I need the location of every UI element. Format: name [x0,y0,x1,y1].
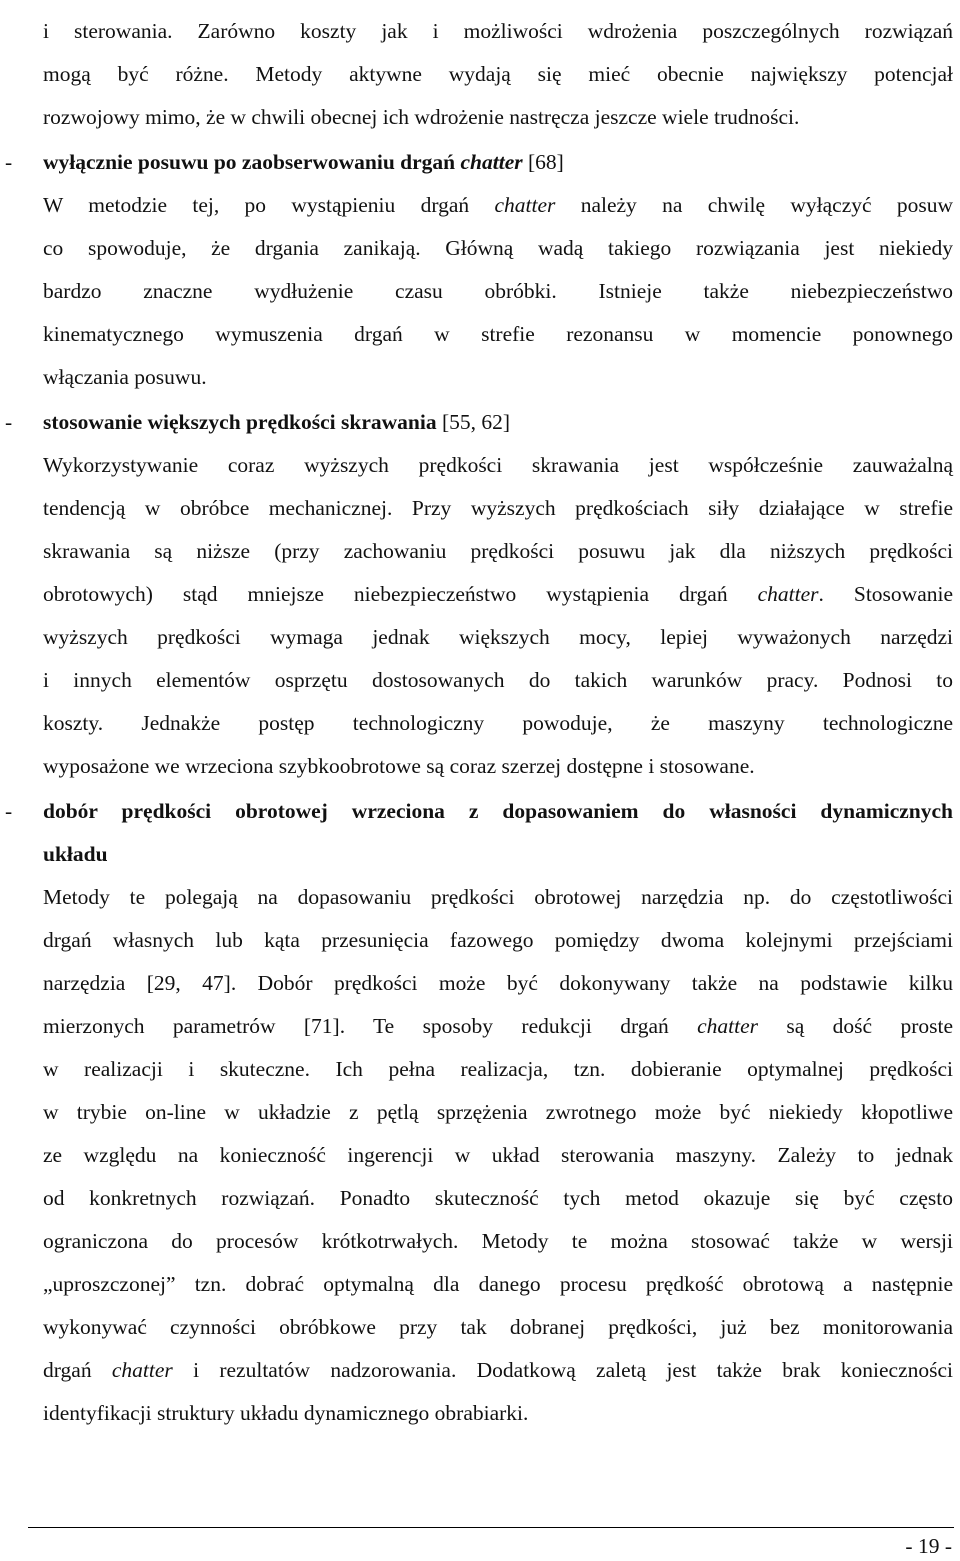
section-3-line-11: wykonywać czynności obróbkowe przy tak dobranej prędkości, już bez monitorowania [43,1315,953,1339]
section-3-heading-line-2: układu [43,842,108,866]
section-3-line-5: w realizacji i skuteczne. Ich pełna realizacja, tzn. dobieranie optymalnej prędkości [43,1057,953,1081]
section-1-heading-ref: [68] [522,150,564,174]
section-2-line-5: wyższych prędkości wymaga jednak większych mocy, lepiej wyważonych narzędzi [43,625,953,649]
page-number: - 19 - [905,1534,952,1558]
section-3-line-6: w trybie on-line w układzie z pętlą sprzężenia zwrotnego może być niekiedy kłopotliwe [43,1100,953,1124]
section-1-line-1 [43,190,953,220]
section-2-line-4 [43,579,953,609]
section-1-line-1-a: W metodzie tej, po wystąpieniu drgań [43,193,495,217]
section-1-line-4: kinematycznego wymuszenia drgań w strefie rezonansu w momencie ponownego [43,322,953,346]
section-3-heading-line-1: dobór prędkości obrotowej wrzeciona z dopasowaniem do własności dynamicznych [43,799,953,823]
section-3-line-4-b: są dość proste [758,1014,953,1038]
section-3-line-12-a: drgań [43,1358,112,1382]
section-1-heading-italic: chatter [460,150,523,174]
section-1-line-1-b: należy na chwilę wyłączyć posuw [555,193,953,217]
section-3-line-9: ograniczona do procesów krótkotrwałych. Metody te można stosować także w wersji [43,1229,953,1253]
section-2-line-6: i innych elementów osprzętu dostosowanych do takich warunków pracy. Podnosi to [43,668,953,692]
section-3-line-4 [43,1011,953,1041]
section-2-line-7: koszty. Jednakże postęp technologiczny powoduje, że maszyny technologiczne [43,711,953,735]
section-2-heading-ref: [55, 62] [436,410,511,434]
section-3-line-12 [43,1355,953,1385]
section-2-line-4-italic: chatter [757,582,819,606]
intro-line-2: mogą być różne. Metody aktywne wydają się mieć obecnie największy potencjał [43,62,953,86]
section-3-line-7: ze względu na konieczność ingerencji w układ sterowania maszyny. Zależy to jednak [43,1143,953,1167]
section-2-line-4-a: obrotowych) stąd mniejsze niebezpieczeństwo wystąpienia drgań [43,582,758,606]
section-2-line-4-b: . Stosowanie [818,582,953,606]
section-3-line-4-a: mierzonych parametrów [71]. Te sposoby redukcji drgań [43,1014,698,1038]
section-2-heading [43,407,953,437]
section-3-line-3: narzędzia [29, 47]. Dobór prędkości może być dokonywany także na podstawie kilku [43,971,953,995]
section-3-line-8: od konkretnych rozwiązań. Ponadto skuteczność tych metod okazuje się być często [43,1186,953,1210]
section-1-heading [43,147,953,177]
section-2-heading-text: stosowanie większych prędkości skrawania [43,410,437,434]
section-3-line-1: Metody te polegają na dopasowaniu prędkości obrotowej narzędzia np. do częstotliwości [43,885,953,909]
section-3-line-10: „uproszczonej” tzn. dobrać optymalną dla danego procesu prędkość obrotową a następnie [43,1272,953,1296]
intro-line-1: i sterowania. Zarówno koszty jak i możliwości wdrożenia poszczególnych rozwiązań [43,19,953,43]
section-2-line-2: tendencją w obróbce mechanicznej. Przy wyższych prędkościach siły działające w strefie [43,496,953,520]
footer-divider [28,1527,954,1528]
section-2-line-8: wyposażone we wrzeciona szybkoobrotowe są coraz szerzej dostępne i stosowane. [43,754,755,778]
section-3-line-4-italic: chatter [697,1014,759,1038]
section-3-line-13: identyfikacji struktury układu dynamicznego obrabiarki. [43,1401,529,1425]
section-1-heading-text: wyłącznie posuwu po zaobserwowaniu drgań [43,150,461,174]
section-3-line-12-b: i rezultatów nadzorowania. Dodatkową zaletą jest także brak konieczności [172,1358,953,1382]
bullet-dash-2: - [5,410,13,434]
section-2-line-1: Wykorzystywanie coraz wyższych prędkości skrawania jest współcześnie zauważalną [43,453,953,477]
section-3-line-12-italic: chatter [111,1358,173,1382]
section-1-line-3: bardzo znaczne wydłużenie czasu obróbki. Istnieje także niebezpieczeństwo [43,279,953,303]
section-1-line-1-italic: chatter [494,193,556,217]
intro-line-3: rozwojowy mimo, że w chwili obecnej ich wdrożenie nastręcza jeszcze wiele trudności. [43,105,800,129]
section-3-line-2: drgań własnych lub kąta przesunięcia fazowego pomiędzy dwoma kolejnymi przejściami [43,928,953,952]
section-1-line-5: włączania posuwu. [43,365,207,389]
section-1-line-2: co spowoduje, że drgania zanikają. Główną wadą takiego rozwiązania jest niekiedy [43,236,953,260]
bullet-dash-1: - [5,150,13,174]
bullet-dash-3: - [5,799,13,823]
section-2-line-3: skrawania są niższe (przy zachowaniu prędkości posuwu jak dla niższych prędkości [43,539,953,563]
